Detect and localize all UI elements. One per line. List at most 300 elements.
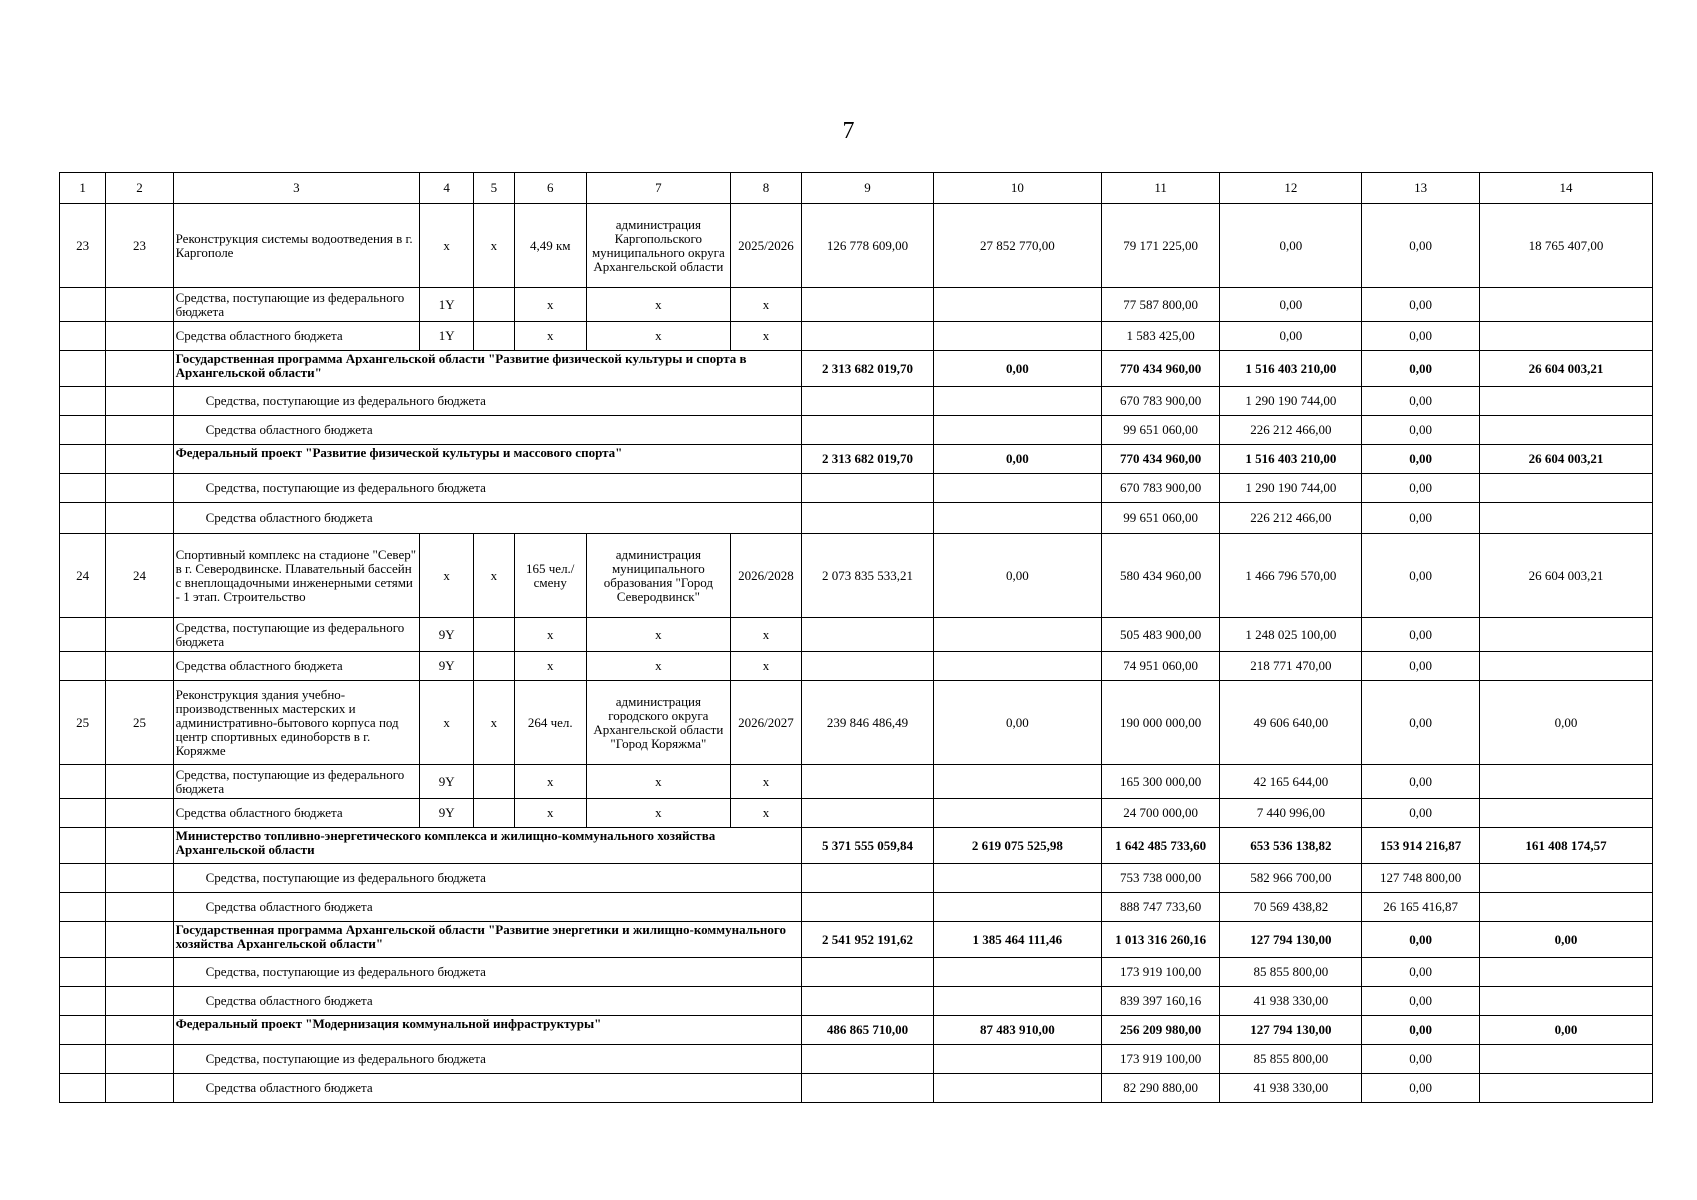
table-cell [60,922,106,958]
table-cell [1479,958,1652,987]
table-cell [1479,322,1652,351]
table-cell: 670 783 900,00 [1101,474,1220,503]
table-row [60,503,1653,534]
table-cell [60,474,106,503]
table-row [60,864,1653,893]
table-cell: 0,00 [1362,288,1480,322]
table-cell: 0,00 [1362,204,1480,288]
table-cell: x [420,204,474,288]
table-cell: 2026/2028 [730,534,801,618]
table-cell [60,987,106,1016]
table-cell [106,958,173,987]
table-cell: 256 209 980,00 [1101,1016,1220,1045]
table-cell: 0,00 [1362,765,1480,799]
table-cell [60,958,106,987]
table-cell [106,351,173,387]
column-number-header: 4 [420,173,474,204]
table-cell: 0,00 [1362,799,1480,828]
funding-source-label: Средства, поступающие из федерального бюджета [173,387,802,416]
table-cell: 2 619 075 525,98 [933,828,1101,864]
table-cell [1479,864,1652,893]
table-cell: 0,00 [1479,681,1652,765]
table-cell: 0,00 [1362,922,1480,958]
table-cell: 653 536 138,82 [1220,828,1362,864]
table-cell [933,474,1101,503]
table-cell: 580 434 960,00 [1101,534,1220,618]
table-cell [106,1074,173,1103]
table-cell [106,1016,173,1045]
table-cell: x [586,652,730,681]
table-cell [60,618,106,652]
table-cell [933,1074,1101,1103]
table-cell [1479,1074,1652,1103]
table-cell: Средства областного бюджета [173,652,419,681]
table-cell [106,652,173,681]
column-number-header: 7 [586,173,730,204]
table-cell [802,799,934,828]
table-cell: x [474,204,514,288]
table-cell: 0,00 [1362,652,1480,681]
table-cell [802,503,934,534]
column-number-header: 10 [933,173,1101,204]
table-cell: 0,00 [933,351,1101,387]
table-cell: 264 чел. [514,681,586,765]
column-number-header: 5 [474,173,514,204]
column-number-header: 3 [173,173,419,204]
table-cell [60,445,106,474]
table-cell [802,893,934,922]
table-cell: 9Y [420,618,474,652]
table-cell: x [730,288,801,322]
table-cell: 0,00 [1220,288,1362,322]
table-cell: 26 604 003,21 [1479,445,1652,474]
table-row [60,828,1653,864]
table-cell [106,799,173,828]
table-cell: 0,00 [1362,618,1480,652]
table-cell: 70 569 438,82 [1220,893,1362,922]
table-cell: 839 397 160,16 [1101,987,1220,1016]
table-cell: x [586,799,730,828]
table-cell [802,864,934,893]
table-cell [933,387,1101,416]
table-cell [802,322,934,351]
column-number-header: 1 [60,173,106,204]
table-row [60,618,1653,652]
funding-source-label: Средства областного бюджета [173,1074,802,1103]
table-cell [1479,652,1652,681]
table-cell: 24 [60,534,106,618]
table-cell: 18 765 407,00 [1479,204,1652,288]
table-row [60,322,1653,351]
table-cell: 0,00 [1479,1016,1652,1045]
table-cell [60,893,106,922]
table-cell: 9Y [420,652,474,681]
table-cell [802,474,934,503]
table-cell: 2 313 682 019,70 [802,445,934,474]
table-cell [933,958,1101,987]
table-cell: 26 165 416,87 [1362,893,1480,922]
table-cell [933,864,1101,893]
table-cell: 239 846 486,49 [802,681,934,765]
table-row [60,387,1653,416]
table-cell: 190 000 000,00 [1101,681,1220,765]
table-cell: 0,00 [1362,387,1480,416]
table-cell: 0,00 [1362,322,1480,351]
table-cell [60,322,106,351]
table-row [60,351,1653,387]
table-cell [60,416,106,445]
section-title: Федеральный проект "Развитие физической культуры и массового спорта" [173,445,802,474]
table-row [60,288,1653,322]
table-cell: 505 483 900,00 [1101,618,1220,652]
table-cell: 0,00 [1362,351,1480,387]
table-cell [933,893,1101,922]
column-number-header: 9 [802,173,934,204]
table-cell: 23 [106,204,173,288]
table-cell [60,799,106,828]
table-cell: 41 938 330,00 [1220,1074,1362,1103]
funding-source-label: Средства, поступающие из федерального бюджета [173,864,802,893]
section-title: Министерство топливно-энергетического комплекса и жилищно-коммунального хозяйства Архангельской области [173,828,802,864]
table-cell: 42 165 644,00 [1220,765,1362,799]
table-cell: 85 855 800,00 [1220,958,1362,987]
table-cell: 0,00 [1362,1016,1480,1045]
table-cell: 0,00 [1362,681,1480,765]
section-title: Государственная программа Архангельской области "Развитие физической культуры и спорта в Архангельской области" [173,351,802,387]
funding-source-label: Средства, поступающие из федерального бюджета [173,1045,802,1074]
table-cell: 888 747 733,60 [1101,893,1220,922]
table-cell: 9Y [420,765,474,799]
table-cell: 7 440 996,00 [1220,799,1362,828]
table-cell [1479,618,1652,652]
table-cell: 0,00 [1362,987,1480,1016]
funding-source-label: Средства, поступающие из федерального бюджета [173,474,802,503]
table-cell: 0,00 [1362,1045,1480,1074]
table-cell [802,1045,934,1074]
table-cell [106,618,173,652]
table-cell [60,828,106,864]
table-cell: администрация городского округа Архангельской области "Город Коряжма" [586,681,730,765]
table-cell: x [730,765,801,799]
table-cell [60,864,106,893]
table-cell: 2026/2027 [730,681,801,765]
table-cell [106,987,173,1016]
table-cell: 226 212 466,00 [1220,416,1362,445]
funding-source-label: Средства областного бюджета [173,416,802,445]
table-row [60,681,1653,765]
table-cell [106,288,173,322]
table-cell: 165 300 000,00 [1101,765,1220,799]
table-cell [474,765,514,799]
table-cell: x [514,799,586,828]
table-cell [474,652,514,681]
column-number-header: 14 [1479,173,1652,204]
table-cell: 1 290 190 744,00 [1220,474,1362,503]
table-cell: администрация Каргопольского муниципального округа Архангельской области [586,204,730,288]
table-cell [802,288,934,322]
table-cell: 2 073 835 533,21 [802,534,934,618]
table-cell [933,288,1101,322]
table-cell: администрация муниципального образования "Город Северодвинск" [586,534,730,618]
table-cell: 26 604 003,21 [1479,351,1652,387]
table-row [60,445,1653,474]
table-cell: 9Y [420,799,474,828]
table-cell: 23 [60,204,106,288]
column-number-header: 12 [1220,173,1362,204]
table-cell: x [730,799,801,828]
table-cell [106,445,173,474]
table-row [60,958,1653,987]
table-cell [933,618,1101,652]
table-row [60,534,1653,618]
table-cell [106,387,173,416]
column-number-header: 13 [1362,173,1480,204]
table-cell [1479,987,1652,1016]
table-row [60,474,1653,503]
table-cell: 770 434 960,00 [1101,445,1220,474]
table-cell: x [586,765,730,799]
table-cell: 87 483 910,00 [933,1016,1101,1045]
table-cell [106,922,173,958]
table-cell [106,765,173,799]
table-cell: 1 248 025 100,00 [1220,618,1362,652]
table-cell: 79 171 225,00 [1101,204,1220,288]
table-cell: 27 852 770,00 [933,204,1101,288]
table-cell: Средства, поступающие из федерального бюджета [173,288,419,322]
table-cell: 1 013 316 260,16 [1101,922,1220,958]
table-cell [60,351,106,387]
table-cell: 1 642 485 733,60 [1101,828,1220,864]
table-cell: 127 748 800,00 [1362,864,1480,893]
table-cell: x [730,618,801,652]
table-cell: Средства, поступающие из федерального бюджета [173,618,419,652]
table-cell: 0,00 [1362,474,1480,503]
table-cell: 24 700 000,00 [1101,799,1220,828]
table-cell: x [420,681,474,765]
table-cell [106,864,173,893]
table-cell: 24 [106,534,173,618]
table-cell: x [514,288,586,322]
table-cell [106,322,173,351]
table-cell [933,416,1101,445]
table-row [60,1045,1653,1074]
table-cell [474,799,514,828]
table-cell [802,1074,934,1103]
table-cell [1479,474,1652,503]
table-cell: 582 966 700,00 [1220,864,1362,893]
table-cell: 0,00 [933,534,1101,618]
table-row [60,1074,1653,1103]
table-cell: 165 чел./смену [514,534,586,618]
table-cell: x [474,534,514,618]
table-cell: x [514,618,586,652]
table-cell: x [586,322,730,351]
table-cell: Реконструкция здания учебно-производственных мастерских и административно-бытового корпуса под центр спортивных единоборств в г. Коряжме [173,681,419,765]
table-cell: 2 313 682 019,70 [802,351,934,387]
table-cell [106,1045,173,1074]
column-number-header: 2 [106,173,173,204]
table-cell: 1 583 425,00 [1101,322,1220,351]
table-cell: x [474,681,514,765]
table-cell [802,618,934,652]
table-cell [1479,387,1652,416]
table-cell: 173 919 100,00 [1101,958,1220,987]
table-cell: 1 385 464 111,46 [933,922,1101,958]
table-cell: 670 783 900,00 [1101,387,1220,416]
table-row [60,204,1653,288]
table-cell: 41 938 330,00 [1220,987,1362,1016]
column-number-header: 11 [1101,173,1220,204]
table-cell: 0,00 [1479,922,1652,958]
table-cell [60,1074,106,1103]
table-header-row [60,173,1653,204]
table-cell: x [586,288,730,322]
table-cell [802,958,934,987]
table-row [60,765,1653,799]
table-cell [802,765,934,799]
table-cell [474,288,514,322]
table-cell: 74 951 060,00 [1101,652,1220,681]
table-cell [106,474,173,503]
table-cell: 161 408 174,57 [1479,828,1652,864]
table-cell: 0,00 [1362,445,1480,474]
table-cell: x [420,534,474,618]
table-cell: 1 290 190 744,00 [1220,387,1362,416]
table-cell: 0,00 [1362,503,1480,534]
table-cell: 173 919 100,00 [1101,1045,1220,1074]
table-cell: 0,00 [1220,322,1362,351]
table-cell: x [514,652,586,681]
funding-source-label: Средства, поступающие из федерального бюджета [173,958,802,987]
table-cell: 2025/2026 [730,204,801,288]
section-title: Федеральный проект "Модернизация коммунальной инфраструктуры" [173,1016,802,1045]
table-cell [60,652,106,681]
table-cell: 77 587 800,00 [1101,288,1220,322]
funding-source-label: Средства областного бюджета [173,893,802,922]
table-cell [802,987,934,1016]
section-title: Государственная программа Архангельской области "Развитие энергетики и жилищно-коммунального хозяйства Архангельской области" [173,922,802,958]
table-cell [106,416,173,445]
table-row [60,1016,1653,1045]
table-cell [1479,1045,1652,1074]
table-cell [933,1045,1101,1074]
budget-table [59,172,1653,1103]
table-cell: 0,00 [1362,958,1480,987]
table-cell [1479,799,1652,828]
table-cell: Средства областного бюджета [173,799,419,828]
table-cell: 126 778 609,00 [802,204,934,288]
table-cell: 1Y [420,288,474,322]
table-cell: x [730,322,801,351]
table-cell: 85 855 800,00 [1220,1045,1362,1074]
table-cell: 25 [106,681,173,765]
table-row [60,416,1653,445]
table-cell: 0,00 [1220,204,1362,288]
funding-source-label: Средства областного бюджета [173,503,802,534]
table-cell [60,387,106,416]
table-cell: 0,00 [1362,1074,1480,1103]
column-number-header: 6 [514,173,586,204]
table-cell [802,387,934,416]
table-cell [933,765,1101,799]
table-cell [106,828,173,864]
table-cell: Спортивный комплекс на стадионе "Север" в г. Северодвинске. Плавательный бассейн с внеплощадочными инженерными сетями - 1 этап. Строительство [173,534,419,618]
table-cell [802,416,934,445]
table-cell: 0,00 [933,445,1101,474]
table-cell: 26 604 003,21 [1479,534,1652,618]
table-cell: 0,00 [1362,416,1480,445]
table-cell: Реконструкция системы водоотведения в г. Каргополе [173,204,419,288]
table-cell [933,503,1101,534]
table-row [60,987,1653,1016]
table-cell: 0,00 [1362,534,1480,618]
table-cell [933,799,1101,828]
column-number-header: 8 [730,173,801,204]
table-cell: x [514,322,586,351]
table-cell: 1 466 796 570,00 [1220,534,1362,618]
table-cell: 99 651 060,00 [1101,416,1220,445]
table-cell: 753 738 000,00 [1101,864,1220,893]
table-cell: x [514,765,586,799]
table-cell [474,322,514,351]
table-cell: 4,49 км [514,204,586,288]
table-cell [1479,416,1652,445]
table-cell [802,652,934,681]
table-cell: 1 516 403 210,00 [1220,445,1362,474]
table-cell: Средства областного бюджета [173,322,419,351]
table-cell: 218 771 470,00 [1220,652,1362,681]
table-cell [1479,893,1652,922]
table-cell [60,765,106,799]
table-cell: 486 865 710,00 [802,1016,934,1045]
table-row [60,893,1653,922]
table-cell [1479,765,1652,799]
table-cell: 5 371 555 059,84 [802,828,934,864]
table-cell [1479,288,1652,322]
table-cell [60,1016,106,1045]
table-cell: 127 794 130,00 [1220,1016,1362,1045]
table-row [60,652,1653,681]
table-cell [60,1045,106,1074]
table-cell: 99 651 060,00 [1101,503,1220,534]
table-cell: 770 434 960,00 [1101,351,1220,387]
table-cell: 153 914 216,87 [1362,828,1480,864]
table-cell: 2 541 952 191,62 [802,922,934,958]
table-cell: 25 [60,681,106,765]
table-cell: x [730,652,801,681]
table-row [60,922,1653,958]
table-cell: 1 516 403 210,00 [1220,351,1362,387]
funding-source-label: Средства областного бюджета [173,987,802,1016]
table-cell: 1Y [420,322,474,351]
table-cell: 127 794 130,00 [1220,922,1362,958]
table-cell [1479,503,1652,534]
table-cell [106,503,173,534]
table-cell [933,987,1101,1016]
table-cell: 49 606 640,00 [1220,681,1362,765]
table-cell [933,652,1101,681]
table-cell: 0,00 [933,681,1101,765]
page-number: 7 [842,118,855,144]
table-cell [60,288,106,322]
table-row [60,799,1653,828]
table-cell [474,618,514,652]
table-cell: 82 290 880,00 [1101,1074,1220,1103]
table-cell: x [586,618,730,652]
table-cell [60,503,106,534]
table-cell [106,893,173,922]
table-cell [933,322,1101,351]
